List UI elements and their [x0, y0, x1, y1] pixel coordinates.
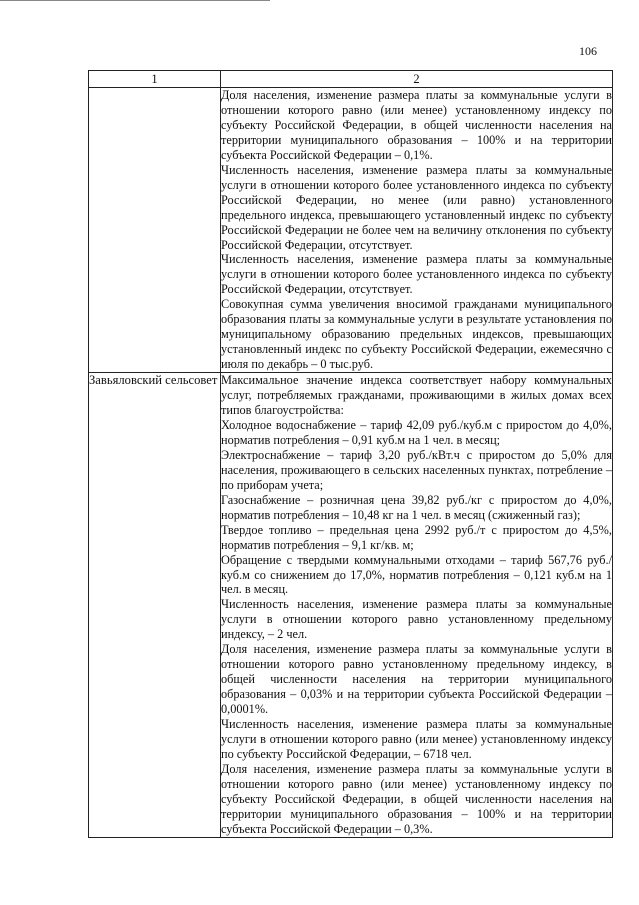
municipality-cell: [89, 88, 221, 373]
table-row: [89, 88, 613, 373]
paragraph: Совокупная сумма увеличения вносимой гражданами муниципального образования платы за коммунальные услуги в результате установления по муниципальному образованию предельных индексов, превышающих установленный индекс по субъекту Российской Федерации, ежемесячно с июля по декабрь – 0 тыс.руб.: [221, 297, 612, 372]
paragraph: Электроснабжение – тариф 3,20 руб./кВт.ч с приростом до 5,0% для населения, проживающего в сельских населенных пунктах, потребление – по приборам учета;: [221, 447, 612, 492]
paragraph: Численность населения, изменение размера платы за коммунальные услуги в отношении которого более установленного индекса по субъекту Российской Федерации, но менее (или равно) установленного предельного индекса, превышающего установленный индекс по субъекту Российской Федерации не более чем на величину отклонения по субъекту Российской Федерации, отсутствует.: [221, 162, 612, 252]
paragraph: Твердое топливо – предельная цена 2992 руб./т с приростом до 4,5%, норматив потребления – 9,1 кг/кв. м;: [221, 522, 612, 552]
paragraph: Доля населения, изменение размера платы за коммунальные услуги в отношении которого равно (или менее) установленному индексу по субъекту Российской Федерации, в общей численности населения на территории муниципального образования – 100% и на территории субъекта Российской Федерации – 0,3%.: [221, 761, 612, 836]
scan-edge-line: [0, 0, 270, 1]
header-row: [89, 71, 613, 88]
municipality-cell: Завьяловский сельсовет: [89, 373, 221, 838]
description-cell: [221, 373, 613, 838]
column-header-2: 2: [221, 71, 613, 88]
data-table: [88, 70, 613, 838]
column-header-1: 1: [89, 71, 221, 88]
paragraph: Обращение с твердыми коммунальными отходами – тариф 567,76 руб./куб.м со снижением до 17,0%, норматив потребления – 0,121 куб.м на 1 чел. в месяц.: [221, 552, 612, 597]
paragraph: Численность населения, изменение размера платы за коммунальные услуги в отношении которого равно установленному предельному индексу, – 2 чел.: [221, 597, 612, 642]
paragraph: Доля населения, изменение размера платы за коммунальные услуги в отношении которого равно установленному предельному индексу, в общей численности населения на территории муниципального образования – 0,03% и на территории субъекта Российской Федерации – 0,0001%.: [221, 642, 612, 717]
paragraph: Численность населения, изменение размера платы за коммунальные услуги в отношении которого более установленного индекса по субъекту Российской Федерации, отсутствует.: [221, 252, 612, 297]
description-cell: [221, 88, 613, 373]
paragraph: Численность населения, изменение размера платы за коммунальные услуги в отношении которого равно (или менее) установленному индексу по субъекту Российской Федерации, – 6718 чел.: [221, 717, 612, 761]
page-number: 106: [579, 44, 597, 58]
paragraph: Максимальное значение индекса соответствует набору коммунальных услуг, потребляемых гражданами, проживающими в жилых домах всех типов благоустройства:: [221, 373, 612, 418]
paragraph: Холодное водоснабжение – тариф 42,09 руб./куб.м с приростом до 4,0%, норматив потребления – 0,91 куб.м на 1 чел. в месяц;: [221, 417, 612, 447]
paragraph: Доля населения, изменение размера платы за коммунальные услуги в отношении которого равно (или менее) установленному индексу по субъекту Российской Федерации, в общей численности населения на территории муниципального образования – 100% и на территории субъекта Российской Федерации – 0,1%.: [221, 88, 612, 162]
paragraph: Газоснабжение – розничная цена 39,82 руб./кг с приростом до 4,0%, норматив потребления – 10,48 кг на 1 чел. в месяц (сжиженный газ);: [221, 492, 612, 522]
table-row: [89, 373, 613, 838]
